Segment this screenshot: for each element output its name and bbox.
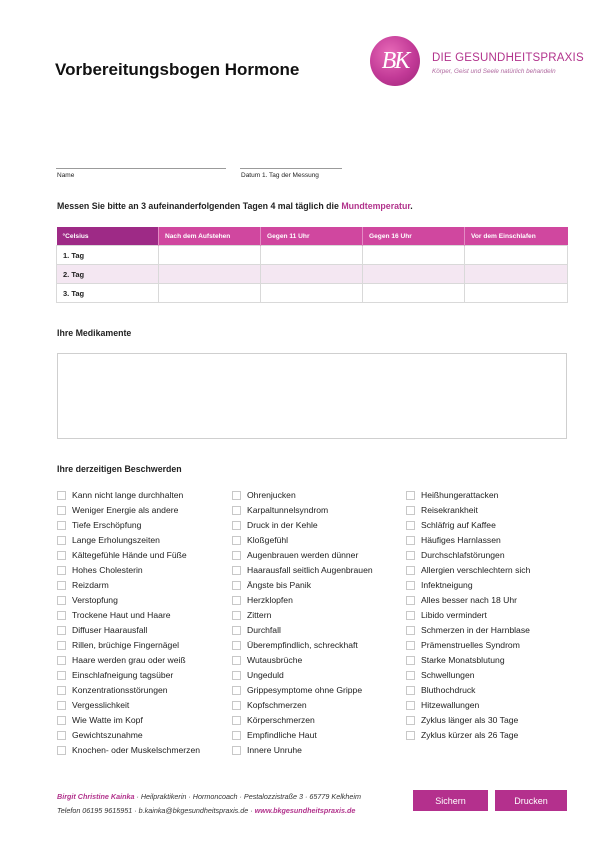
checkbox[interactable] [57,701,66,710]
medications-heading: Ihre Medikamente [57,328,132,338]
checkbox[interactable] [406,716,415,725]
complaint-label: Ängste bis Panik [247,580,312,590]
checkbox[interactable] [406,686,415,695]
checkbox[interactable] [406,701,415,710]
medications-textarea[interactable] [57,353,567,439]
checkbox[interactable] [406,551,415,560]
footer-name: Birgit Christine Kainka [57,792,135,801]
complaints-heading: Ihre derzeitigen Beschwerden [57,464,182,474]
complaint-label: Haarausfall seitlich Augenbrauen [247,565,373,575]
complaint-label: Libido vermindert [421,610,487,620]
checkbox[interactable] [57,551,66,560]
checkbox[interactable] [57,671,66,680]
table-header: Vor dem Einschlafen [465,227,568,246]
complaint-label: Ungeduld [247,670,284,680]
logo-tagline: Körper, Geist und Seele natürlich behandeln [432,68,556,75]
complaint-label: Heißhungerattacken [421,490,499,500]
complaint-label: Empfindliche Haut [247,730,317,740]
checkbox[interactable] [406,596,415,605]
checkbox[interactable] [406,611,415,620]
checkbox[interactable] [232,671,241,680]
date-label: Datum 1. Tag der Messung [241,172,319,179]
complaint-label: Kopfschmerzen [247,700,307,710]
complaint-label: Durchschlafstörungen [421,550,505,560]
complaint-label: Reisekrankheit [421,505,478,515]
table-header: Nach dem Aufstehen [159,227,261,246]
table-row [57,265,568,284]
footer-website[interactable]: www.bkgesundheitspraxis.de [254,806,356,815]
logo [370,36,584,86]
checkbox[interactable] [232,536,241,545]
complaint-label: Körperschmerzen [247,715,315,725]
complaint-label: Häufiges Harnlassen [421,535,501,545]
checkbox[interactable] [232,656,241,665]
name-label: Name [57,172,75,179]
checkbox[interactable] [232,566,241,575]
table-header: Gegen 11 Uhr [261,227,363,246]
checkbox[interactable] [406,641,415,650]
page-title: Vorbereitungsbogen Hormone [55,60,300,79]
complaint-label: Hohes Cholesterin [72,565,143,575]
complaint-label: Weniger Energie als andere [72,505,179,515]
checkbox[interactable] [57,521,66,530]
temperature-table [56,227,568,303]
temperature-cell[interactable] [261,284,363,303]
checkbox[interactable] [57,686,66,695]
checkbox[interactable] [57,656,66,665]
complaint-label: Bluthochdruck [421,685,476,695]
complaint-label: Zittern [247,610,272,620]
footer-address: Birgit Christine Kainka · Heilpraktikerin · Hormoncoach · Pestalozzistraße 3 · 65779 Kelkheim [57,792,361,801]
logo-monogram: BK [370,36,420,86]
temperature-cell[interactable] [261,246,363,265]
footer-contact: Telefon 06195 9615951 · b.kainka@bkgesundheitspraxis.de · www.bkgesundheitspraxis.de [57,806,356,815]
complaint-label: Prämenstruelles Syndrom [421,640,520,650]
checkbox[interactable] [232,686,241,695]
checkbox[interactable] [232,641,241,650]
complaint-label: Rillen, brüchige Fingernägel [72,640,180,650]
complaint-label: Karpaltunnelsyndrom [247,505,329,515]
complaint-label: Überempfindlich, schreckhaft [247,640,358,650]
checkbox[interactable] [57,641,66,650]
complaint-label: Zyklus kürzer als 26 Tage [421,730,519,740]
checkbox[interactable] [57,746,66,755]
checkbox[interactable] [57,596,66,605]
checkbox[interactable] [232,521,241,530]
temperature-cell[interactable] [159,284,261,303]
save-button[interactable]: Sichern [413,790,488,811]
checkbox[interactable] [232,491,241,500]
complaint-label: Zyklus länger als 30 Tage [421,715,519,725]
instruction-highlight: Mundtemperatur [341,201,411,211]
complaint-label: Herzklopfen [247,595,293,605]
complaint-label: Wie Watte im Kopf [72,715,143,725]
checkbox[interactable] [57,611,66,620]
complaint-label: Augenbrauen werden dünner [247,550,359,560]
row-label: 1. Tag [57,246,159,265]
checkbox[interactable] [406,731,415,740]
temperature-cell[interactable] [363,284,465,303]
temperature-cell[interactable] [159,246,261,265]
temperature-cell[interactable] [159,265,261,284]
complaint-label: Schläfrig auf Kaffee [421,520,496,530]
table-row [57,246,568,265]
checkbox[interactable] [232,551,241,560]
complaint-label: Kältegefühle Hände und Füße [72,550,187,560]
complaint-label: Knochen- oder Muskelschmerzen [72,745,201,755]
checkbox[interactable] [232,581,241,590]
complaint-label: Verstopfung [72,595,118,605]
complaint-label: Alles besser nach 18 Uhr [421,595,518,605]
instruction-text: Messen Sie bitte an 3 aufeinanderfolgenden Tagen 4 mal täglich die Mundtemperatur. [57,201,413,211]
complaint-label: Hitzewallungen [421,700,480,710]
checkbox[interactable] [232,746,241,755]
temperature-cell[interactable] [363,246,465,265]
checkbox[interactable] [57,731,66,740]
checkbox[interactable] [232,716,241,725]
name-field[interactable] [56,168,226,169]
complaint-label: Schwellungen [421,670,475,680]
checkbox[interactable] [232,626,241,635]
checkbox[interactable] [232,611,241,620]
print-button[interactable]: Drucken [495,790,567,811]
complaint-label: Allergien verschlechtern sich [421,565,531,575]
complaint-label: Schmerzen in der Harnblase [421,625,530,635]
complaint-label: Trockene Haut und Haare [72,610,171,620]
logo-name: DIE GESUNDHEITSPRAXIS [432,52,584,64]
temperature-cell[interactable] [465,284,568,303]
complaint-label: Kann nicht lange durchhalten [72,490,184,500]
complaint-label: Druck in der Kehle [247,520,318,530]
checkbox[interactable] [406,521,415,530]
complaint-label: Starke Monatsblutung [421,655,505,665]
complaint-label: Wutausbrüche [247,655,303,665]
checkbox[interactable] [57,491,66,500]
checkbox[interactable] [232,506,241,515]
checkbox[interactable] [406,671,415,680]
complaint-label: Ohrenjucken [247,490,296,500]
temperature-cell[interactable] [363,265,465,284]
row-label: 2. Tag [57,265,159,284]
complaint-label: Lange Erholungszeiten [72,535,160,545]
checkbox[interactable] [57,506,66,515]
checkbox[interactable] [57,716,66,725]
date-field[interactable] [240,168,342,169]
checkbox[interactable] [232,731,241,740]
complaint-label: Kloßgefühl [247,535,289,545]
table-header: Gegen 16 Uhr [363,227,465,246]
checkbox[interactable] [57,566,66,575]
checkbox[interactable] [406,656,415,665]
complaint-label: Innere Unruhe [247,745,302,755]
checkbox[interactable] [406,566,415,575]
checkbox[interactable] [57,536,66,545]
complaint-label: Infektneigung [421,580,473,590]
row-label: 3. Tag [57,284,159,303]
checkbox[interactable] [406,491,415,500]
checkbox[interactable] [406,626,415,635]
complaint-label: Haare werden grau oder weiß [72,655,186,665]
complaint-label: Einschlafneigung tagsüber [72,670,174,680]
complaint-label: Diffuser Haarausfall [72,625,148,635]
table-header: °Celsius [57,227,159,246]
complaint-label: Tiefe Erschöpfung [72,520,142,530]
complaint-label: Grippesymptome ohne Grippe [247,685,363,695]
checkbox[interactable] [406,581,415,590]
complaint-label: Durchfall [247,625,281,635]
checkbox[interactable] [57,581,66,590]
complaint-label: Gewichtszunahme [72,730,143,740]
table-header-row [57,227,568,246]
complaint-label: Reizdarm [72,580,109,590]
complaint-label: Vergesslichkeit [72,700,130,710]
temperature-cell[interactable] [465,265,568,284]
temperature-cell[interactable] [465,246,568,265]
complaint-label: Konzentrationsstörungen [72,685,168,695]
checkbox[interactable] [406,536,415,545]
checkbox[interactable] [232,701,241,710]
table-row [57,284,568,303]
checkbox[interactable] [232,596,241,605]
checkbox[interactable] [57,626,66,635]
checkbox[interactable] [406,506,415,515]
temperature-cell[interactable] [261,265,363,284]
